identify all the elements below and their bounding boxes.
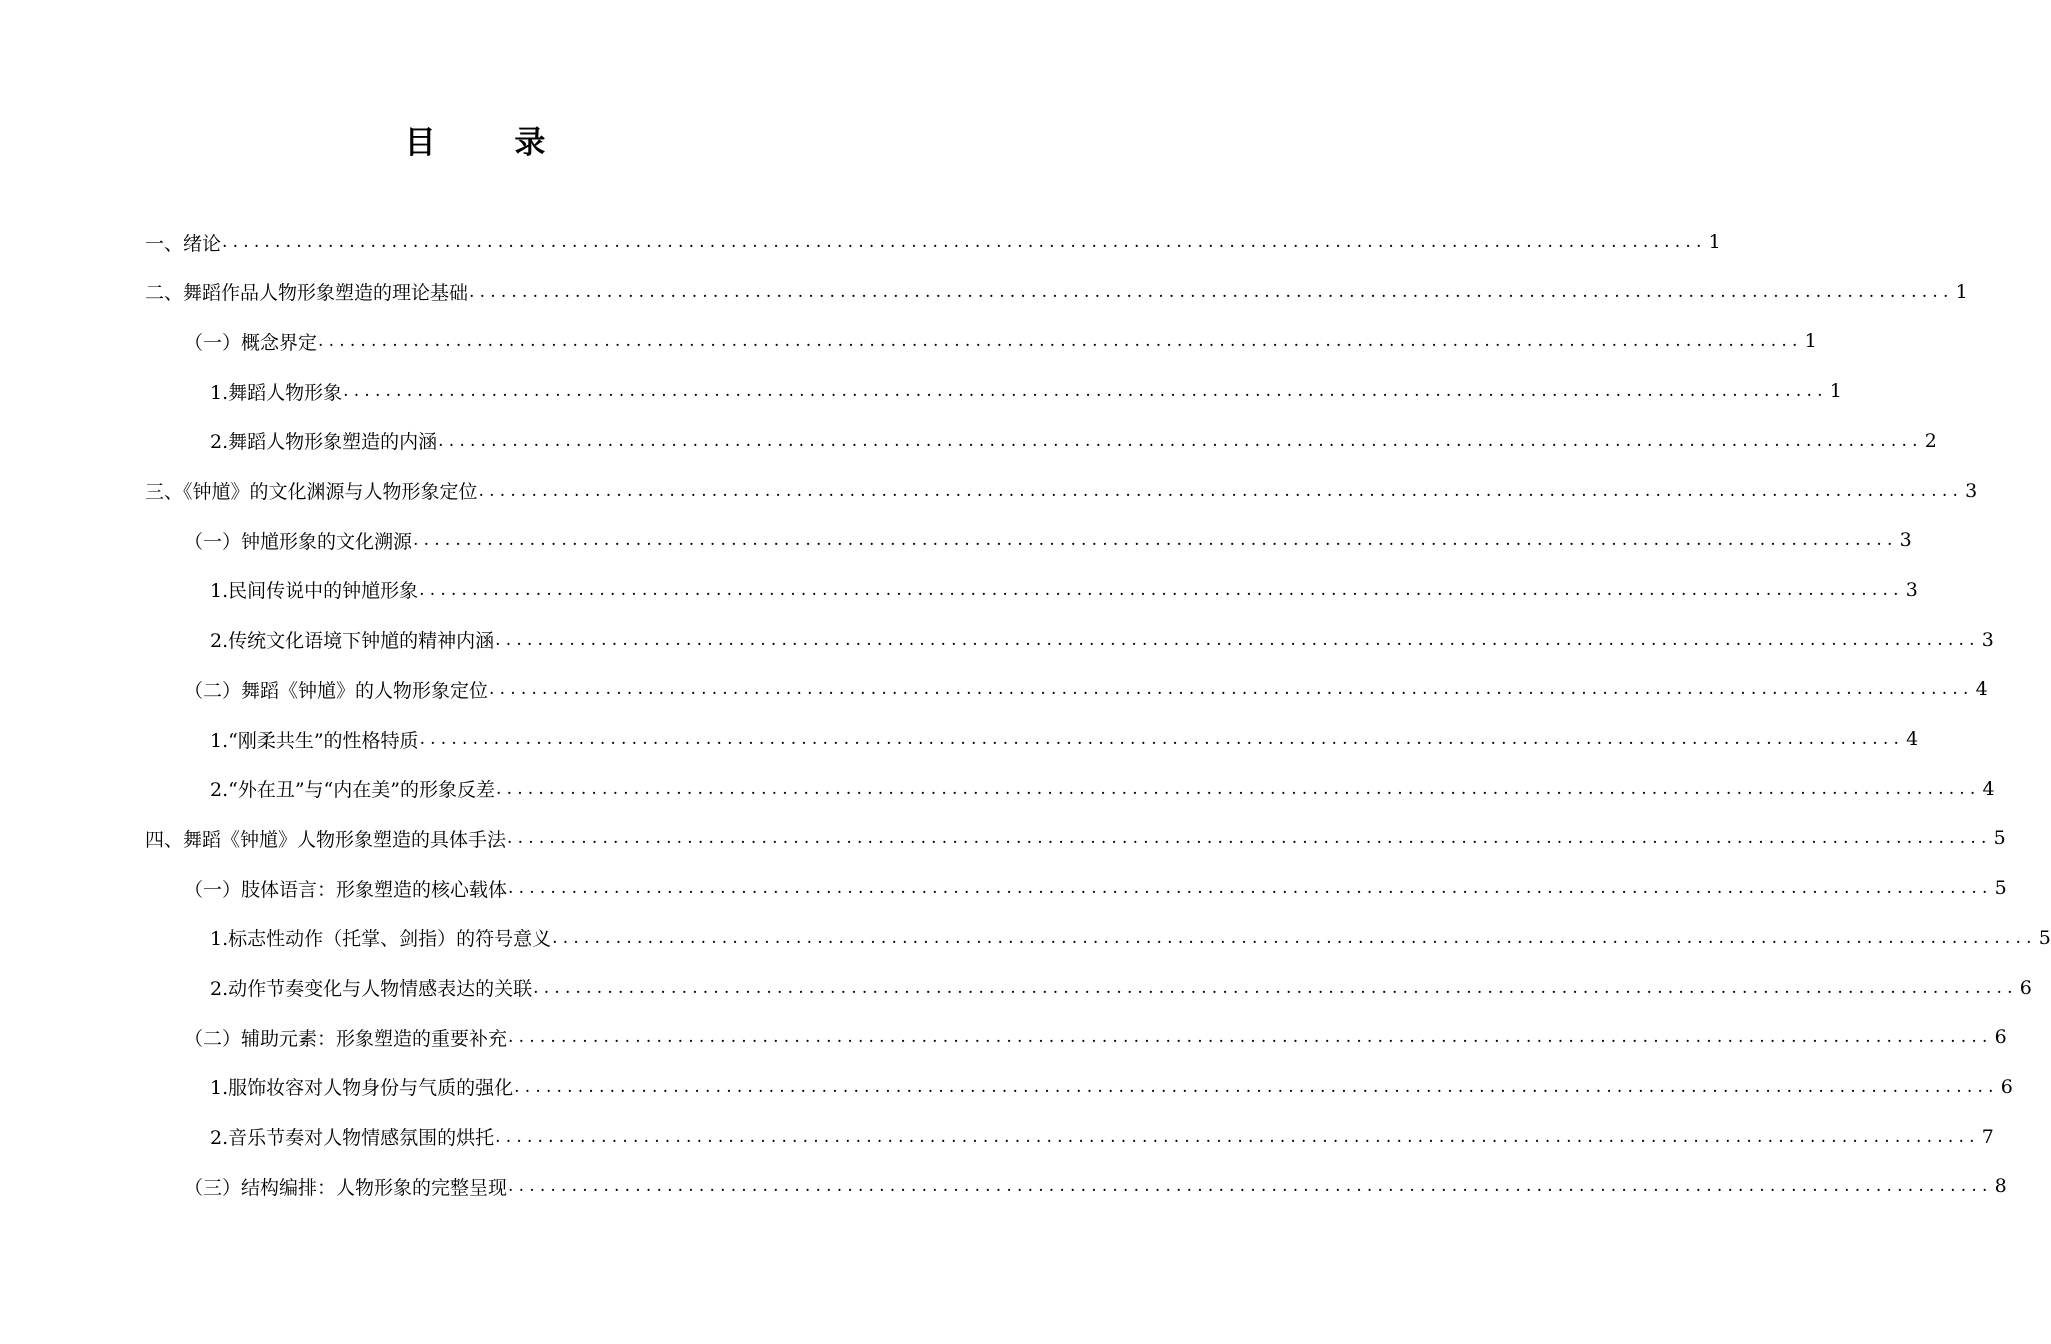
toc-dot-leader: ............................................................................................................................................ bbox=[222, 232, 1707, 252]
toc-entry[interactable] bbox=[210, 913, 2051, 963]
toc-page-number: 5 bbox=[2038, 926, 2051, 949]
toc-entry-text: 2.舞蹈人物形象塑造的内涵 bbox=[210, 431, 438, 454]
toc-entry-text: 2.传统文化语境下钟馗的精神内涵 bbox=[210, 630, 495, 653]
toc-entry[interactable] bbox=[145, 267, 1968, 317]
toc-dot-leader: ............................................................................................................................................ bbox=[318, 331, 1803, 352]
toc-entry-text: 一、绪论 bbox=[145, 232, 222, 255]
toc-page-number: 5 bbox=[1993, 827, 2006, 850]
toc-entry[interactable] bbox=[145, 466, 1978, 516]
toc-dot-leader: ............................................................................................................................................ bbox=[508, 1027, 1993, 1048]
toc-entry[interactable] bbox=[184, 863, 2007, 913]
toc-entry-text: 1.“刚柔共生”的性格特质 bbox=[210, 729, 419, 752]
toc-dot-leader: ............................................................................................................................................ bbox=[552, 927, 2037, 948]
toc-page-number: 1 bbox=[1955, 280, 1968, 303]
toc-dot-leader: ............................................................................................................................................ bbox=[533, 977, 2018, 998]
toc-entry[interactable] bbox=[184, 664, 1988, 714]
toc-dot-leader: ............................................................................................................................................ bbox=[507, 828, 1992, 849]
toc-entry-text: 2.“外在丑”与“内在美”的形象反差 bbox=[210, 779, 495, 802]
toc-page-number: 3 bbox=[1965, 479, 1978, 502]
toc-entry-text: 1.民间传说中的钟馗形象 bbox=[210, 580, 419, 603]
toc-dot-leader: ............................................................................................................................................ bbox=[495, 778, 1981, 799]
toc-entry-text: （一）肢体语言：形象塑造的核心载体 bbox=[184, 878, 508, 901]
toc-entry[interactable] bbox=[210, 714, 1919, 764]
toc-dot-leader: ............................................................................................................................................ bbox=[469, 281, 1954, 302]
toc-entry-text: 1.服饰妆容对人物身份与气质的强化 bbox=[210, 1077, 514, 1100]
toc-dot-leader: ............................................................................................................................................ bbox=[495, 629, 1980, 650]
toc-entry[interactable] bbox=[210, 1112, 1994, 1162]
toc-dot-leader: ............................................................................................................................................ bbox=[495, 1126, 1980, 1147]
toc-page-number: 5 bbox=[1994, 877, 2007, 900]
toc-page-number: 4 bbox=[1975, 678, 1988, 701]
toc-entry-text: 1.舞蹈人物形象 bbox=[210, 381, 343, 404]
toc-page-number: 2 bbox=[1924, 429, 1937, 452]
toc-dot-leader: ............................................................................................................................................ bbox=[419, 579, 1904, 600]
toc-entry[interactable] bbox=[184, 515, 1912, 565]
toc-page-number: 3 bbox=[1899, 529, 1912, 552]
toc-entry[interactable] bbox=[210, 416, 1937, 466]
toc-entry-text: 2.动作节奏变化与人物情感表达的关联 bbox=[210, 978, 533, 1000]
toc-entry[interactable] bbox=[210, 1062, 2013, 1112]
toc-entry-text: （二）辅助元素：形象塑造的重要补充 bbox=[184, 1027, 508, 1050]
toc-entry-text: 二、舞蹈作品人物形象塑造的理论基础 bbox=[145, 282, 469, 305]
toc-entry[interactable] bbox=[210, 565, 1918, 615]
toc-dot-leader: ............................................................................................................................................ bbox=[489, 679, 1974, 700]
toc-dot-leader: ............................................................................................................................................ bbox=[413, 530, 1898, 551]
toc-entry-text: 四、舞蹈《钟馗》人物形象塑造的具体手法 bbox=[145, 828, 507, 851]
toc-dot-leader: ............................................................................................................................................ bbox=[438, 430, 1923, 451]
toc-dot-leader: ............................................................................................................................................ bbox=[508, 878, 1993, 899]
toc-page-number: 7 bbox=[1981, 1125, 1994, 1148]
toc-entry[interactable] bbox=[145, 813, 2006, 863]
toc-entry[interactable] bbox=[210, 963, 2032, 1013]
toc-entry-text: 2.音乐节奏对人物情感氛围的烘托 bbox=[210, 1127, 495, 1150]
toc-entry[interactable] bbox=[145, 217, 1721, 267]
toc-page-number: 1 bbox=[1829, 380, 1842, 403]
toc-page-number: 6 bbox=[2000, 1075, 2013, 1098]
toc-dot-leader: ............................................................................................................................................ bbox=[343, 381, 1828, 402]
toc-page-number: 1 bbox=[1708, 231, 1721, 253]
toc-entry[interactable] bbox=[184, 1161, 2007, 1211]
toc-entry-text: （一）概念界定 bbox=[184, 331, 318, 354]
page-title: 目 录 bbox=[404, 125, 580, 161]
toc-dot-leader: ............................................................................................................................................ bbox=[419, 729, 1905, 749]
toc-entry-text: （三）结构编排：人物形象的完整呈现 bbox=[184, 1176, 508, 1199]
toc-entry-text: （二）舞蹈《钟馗》的人物形象定位 bbox=[184, 679, 489, 702]
toc-page-number: 8 bbox=[1994, 1175, 2007, 1198]
toc-entry-text: 三、《钟馗》的文化渊源与人物形象定位 bbox=[145, 481, 478, 503]
toc-dot-leader: ............................................................................................................................................ bbox=[514, 1076, 1999, 1097]
toc-page-number: 1 bbox=[1804, 330, 1817, 353]
toc-page-number: 4 bbox=[1982, 777, 1995, 800]
toc-page-number: 6 bbox=[1994, 1026, 2007, 1049]
toc-entry-text: 1.标志性动作（托掌、剑指）的符号意义 bbox=[210, 928, 552, 951]
toc-entry-text: （一）钟馗形象的文化溯源 bbox=[184, 530, 413, 553]
toc-entry[interactable] bbox=[210, 366, 1842, 416]
toc-page-number: 3 bbox=[1905, 578, 1918, 601]
toc-entry[interactable] bbox=[210, 764, 1995, 814]
toc-entry[interactable] bbox=[184, 316, 1817, 366]
toc-page-number: 6 bbox=[2019, 976, 2032, 999]
toc-entry[interactable] bbox=[210, 615, 1994, 665]
toc-page-number: 3 bbox=[1981, 628, 1994, 651]
toc-page-number: 4 bbox=[1906, 728, 1919, 750]
toc-entry[interactable] bbox=[184, 1012, 2007, 1062]
toc-dot-leader: ............................................................................................................................................ bbox=[508, 1176, 1993, 1197]
toc-dot-leader: ............................................................................................................................................ bbox=[478, 480, 1964, 501]
